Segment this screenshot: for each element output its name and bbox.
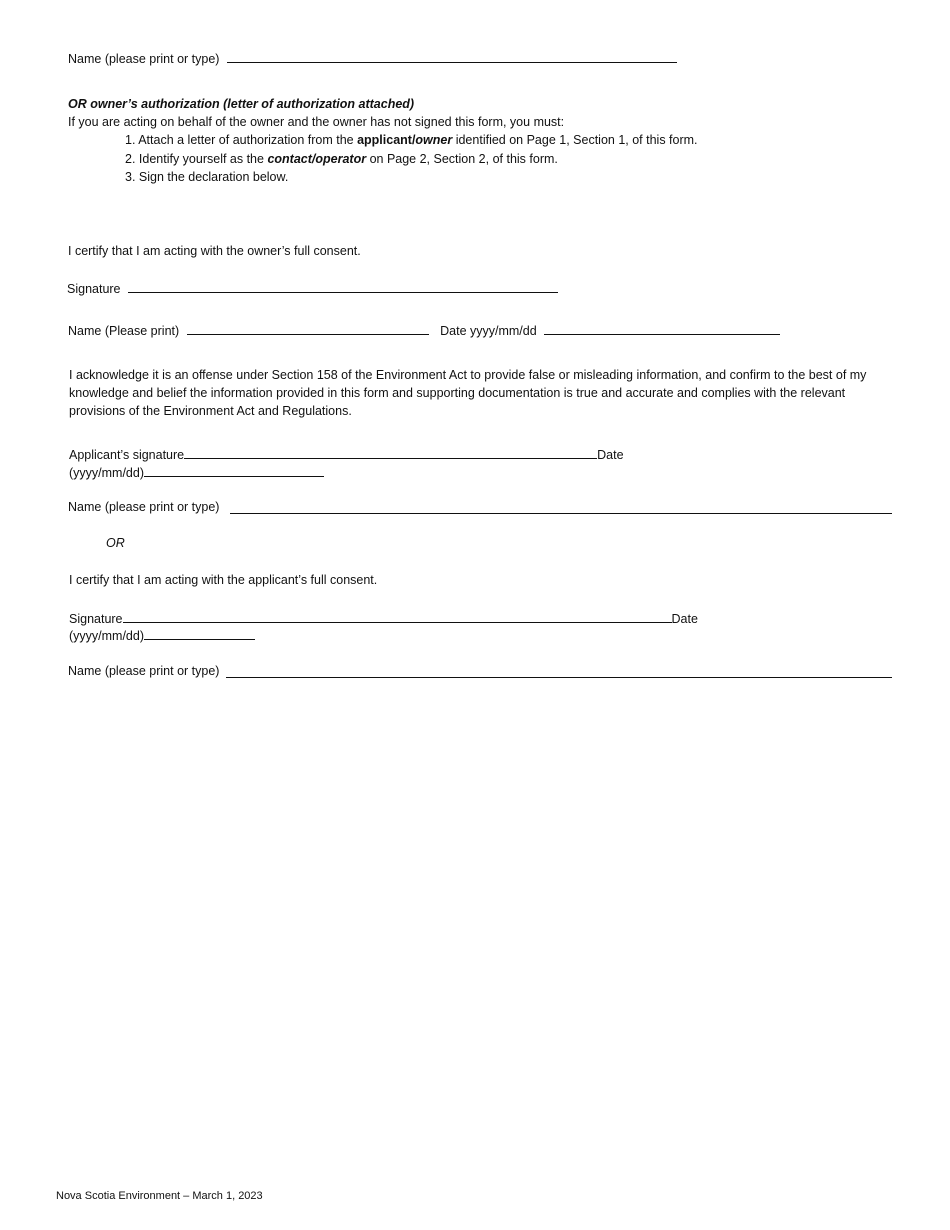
consent-name-field[interactable] <box>226 677 892 678</box>
owner-auth-intro: If you are acting on behalf of the owner and the owner has not signed this form, you must: <box>68 115 565 129</box>
top-name-label: Name (please print or type) <box>68 52 220 66</box>
applicant-date-field[interactable] <box>144 462 324 477</box>
top-name-row <box>68 48 677 68</box>
applicant-name-label: Name (please print or type) <box>68 500 220 514</box>
applicant-signature-label: Applicant’s signature <box>69 448 185 462</box>
owner-signature-row <box>67 278 558 298</box>
owner-signature-label: Signature <box>67 282 121 296</box>
applicant-date-format: (yyyy/mm/dd) <box>69 466 144 480</box>
owner-name-date-row <box>68 320 780 340</box>
consent-date-label: Date <box>671 612 698 626</box>
owner-consent-statement: I certify that I am acting with the owner’s full consent. <box>68 244 361 258</box>
consent-date-format: (yyyy/mm/dd) <box>69 629 144 643</box>
owner-date-label: Date yyyy/mm/dd <box>440 324 537 338</box>
owner-name-label: Name (Please print) <box>68 324 180 338</box>
top-name-field[interactable] <box>227 48 677 63</box>
applicant-signature-row <box>69 444 624 464</box>
consent-name-label: Name (please print or type) <box>68 664 220 678</box>
owner-auth-step-1: 1. Attach a letter of authorization from the applicant/owner identified on Page 1, Section 1, of this form. <box>125 133 698 147</box>
owner-auth-step-3: 3. Sign the declaration below. <box>125 170 289 184</box>
applicant-signature-field[interactable] <box>184 444 597 459</box>
owner-name-field[interactable] <box>187 320 429 335</box>
consent-date-row <box>69 625 255 645</box>
footer-text: Nova Scotia Environment – March 1, 2023 <box>56 1190 263 1202</box>
consent-date-field[interactable] <box>144 625 255 640</box>
applicant-date-label: Date <box>597 448 624 462</box>
owner-auth-step-2: 2. Identify yourself as the contact/operator on Page 2, Section 2, of this form. <box>125 152 558 166</box>
owner-date-field[interactable] <box>544 320 780 335</box>
applicant-consent-statement: I certify that I am acting with the applicant’s full consent. <box>69 573 378 587</box>
acknowledgement-text: I acknowledge it is an offense under Section 158 of the Environment Act to provide false or misleading information, and confirm to the best of my knowledge and belief the information provided in this form and supporting documentation is true and accurate and complies with the relevant provisions of the Environment Act and Regulations. <box>69 368 867 418</box>
owner-auth-heading: OR owner’s authorization (letter of authorization attached) <box>68 97 415 111</box>
consent-signature-field[interactable] <box>123 608 672 623</box>
or-label: OR <box>106 536 125 550</box>
applicant-name-field[interactable] <box>230 513 892 514</box>
owner-signature-field[interactable] <box>128 278 558 293</box>
consent-signature-label: Signature <box>69 612 123 626</box>
applicant-date-row <box>69 462 324 482</box>
